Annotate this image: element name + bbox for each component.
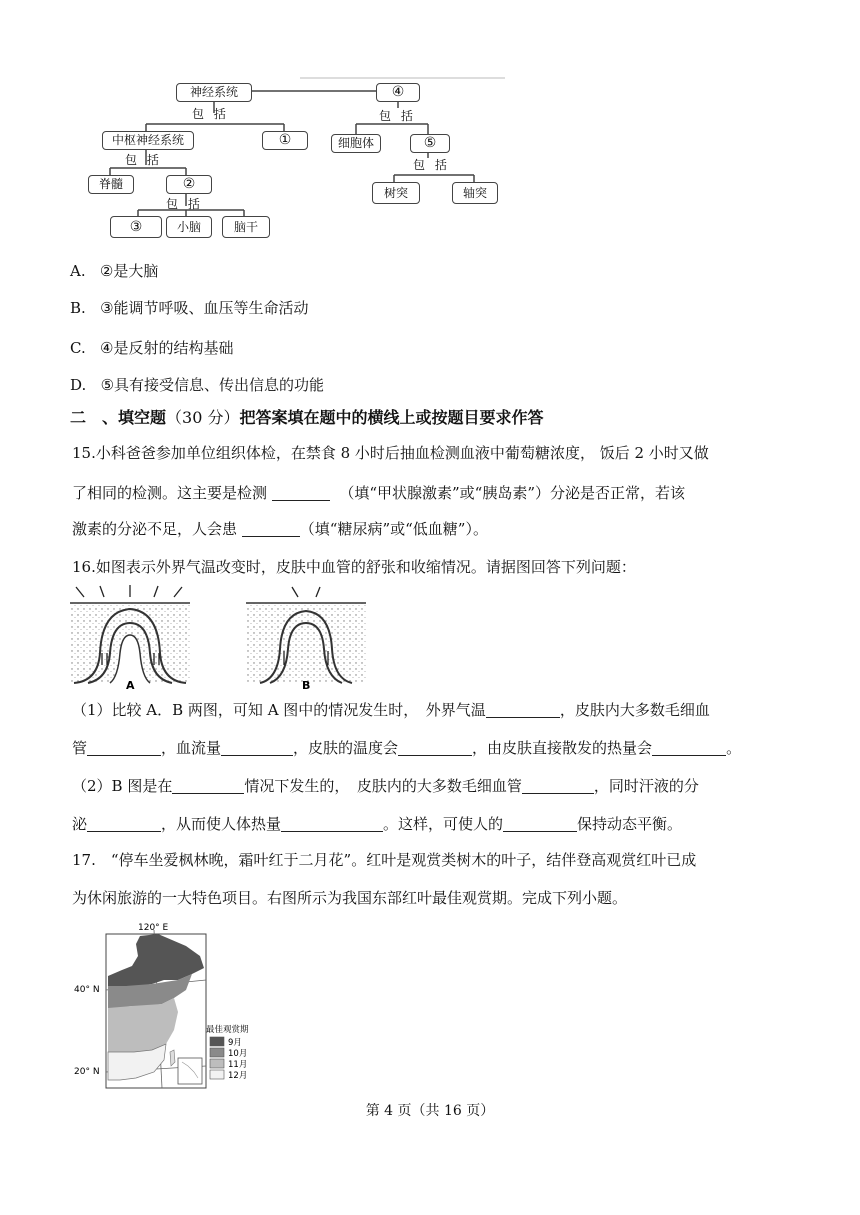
option-c	[70, 341, 233, 356]
q15-text: （填“甲状腺激素”或“胰岛素”）分泌是否正常，若该	[339, 484, 686, 502]
figure-a-label: A	[126, 679, 135, 691]
includes-label: 包 括	[413, 158, 450, 172]
q16-blank-body-heat[interactable]	[281, 816, 383, 832]
includes-label: 包 括	[192, 107, 229, 121]
circle-1-box: ①	[262, 131, 308, 150]
q16-blank-heat[interactable]	[652, 740, 726, 756]
option-letter: B.	[70, 299, 86, 317]
q16-text: ，同时汗液的分	[593, 777, 699, 795]
circle-5-box: ⑤	[410, 134, 450, 153]
figure-b-label: B	[302, 679, 311, 691]
legend-dec: 12月	[228, 1071, 248, 1081]
nervous-system-box: 神经系统	[176, 83, 252, 102]
option-text: ④是反射的结构基础	[100, 339, 234, 357]
q16-text: ，皮肤的温度会	[293, 739, 399, 757]
q15-blank-2[interactable]	[242, 521, 300, 537]
q16-text: ，从而使人体热量	[161, 815, 282, 833]
q16-part1-line1	[72, 702, 710, 718]
q16-text: 。这样，可使人的	[383, 815, 504, 833]
section-instruction: 把答案填在题中的横线上或按题目要求作答	[239, 408, 544, 427]
circle-4-box: ④	[376, 83, 420, 102]
option-text: ③能调节呼吸、血压等生命活动	[100, 299, 309, 317]
latitude-40-label: 40° N	[74, 985, 100, 995]
red-leaf-map	[74, 920, 274, 1096]
option-a	[70, 264, 158, 279]
option-b	[70, 301, 309, 316]
latitude-20-label: 20° N	[74, 1067, 100, 1077]
includes-label: 包 括	[166, 197, 203, 211]
q16-blank-skin-temp[interactable]	[398, 740, 472, 756]
q16-text: ，由皮肤直接散发的热量会	[472, 739, 653, 757]
includes-label: 包 括	[379, 109, 416, 123]
q16-blank-balance[interactable]	[503, 816, 577, 832]
section-heading	[70, 410, 543, 426]
q16-text: 保持动态平衡。	[577, 815, 683, 833]
q16-blank-vessels-b[interactable]	[522, 778, 594, 794]
brainstem-box: 脑干	[222, 216, 270, 238]
page-footer: 第 4 页（共 16 页）	[365, 1103, 495, 1119]
q16-blank-vessels[interactable]	[87, 740, 161, 756]
q15-text: （填“糖尿病”或“低血糖”）。	[299, 520, 488, 538]
q17-line-2: 为休闲旅游的一大特色项目。右图所示为我国东部红叶最佳观赏期。完成下列小题。	[72, 889, 628, 907]
q16-blank-sweat[interactable]	[87, 816, 161, 832]
legend-sep: 9月	[228, 1038, 242, 1048]
legend-nov: 11月	[228, 1060, 248, 1070]
spinal-cord-box: 脊髓	[88, 175, 134, 194]
legend-title: 最佳观赏期	[206, 1025, 249, 1035]
q16-text: （2）B 图是在	[72, 777, 173, 795]
option-letter: D.	[70, 376, 87, 394]
q16-text: （1）比较 A．B 两图，可知 A 图中的情况发生时， 外界气温	[72, 701, 486, 719]
longitude-label: 120° E	[138, 923, 169, 933]
q15-text: 激素的分泌不足，人会患	[72, 520, 242, 538]
q16-blank-flow[interactable]	[221, 740, 293, 756]
q16-blank-condition[interactable]	[172, 778, 244, 794]
option-d	[70, 378, 324, 393]
q16-part1-line2	[72, 740, 741, 756]
q16-text: 管	[72, 739, 88, 757]
section-score: （30 分）	[166, 408, 240, 427]
skin-vessel-figures	[70, 583, 370, 691]
q15-line-1: 15.小科爸爸参加单位组织体检，在禁食 8 小时后抽血检测血液中葡萄糖浓度， 饭后 2 小时又做	[72, 444, 709, 462]
includes-label: 包 括	[125, 153, 162, 167]
q15-line-3	[72, 521, 488, 537]
option-letter: A.	[70, 262, 86, 280]
dendrite-box: 树突	[372, 182, 420, 204]
option-letter: C.	[70, 339, 86, 357]
map-legend	[206, 1024, 249, 1081]
q16-text: 泌	[72, 815, 88, 833]
q16-text: ，血流量	[161, 739, 222, 757]
q15-line-2	[72, 485, 685, 501]
q15-blank-1[interactable]	[272, 485, 330, 501]
legend-oct: 10月	[228, 1049, 248, 1059]
circle-2-box: ②	[166, 175, 212, 194]
q15-text: 了相同的检测。这主要是检测	[72, 484, 272, 502]
cns-box: 中枢神经系统	[102, 131, 194, 150]
diagram-connectors	[0, 0, 860, 250]
circle-3-box: ③	[110, 216, 162, 238]
q16-part2-line1	[72, 778, 699, 794]
q16-text: 。	[726, 739, 742, 757]
figure-b-icon	[246, 587, 366, 683]
section-title: 二 、填空题	[70, 408, 167, 427]
q17-line-1: 17. “停车坐爱枫林晚，霜叶红于二月花”。红叶是观赏类树木的叶子，结伴登高观赏红叶已成	[72, 851, 697, 869]
axon-box: 轴突	[452, 182, 498, 204]
figure-a-icon	[70, 585, 190, 683]
q16-text: ，皮肤内大多数毛细血	[559, 701, 710, 719]
q16-blank-temp[interactable]	[486, 702, 560, 718]
cell-body-box: 细胞体	[331, 134, 381, 153]
cerebellum-box: 小脑	[166, 216, 212, 238]
q16-stem: 16.如图表示外界气温改变时，皮肤中血管的舒张和收缩情况。请据图回答下列问题：	[72, 558, 636, 576]
q16-part2-line2	[72, 816, 682, 832]
option-text: ⑤具有接受信息、传出信息的功能	[100, 376, 325, 394]
option-text: ②是大脑	[99, 262, 159, 280]
q16-text: 情况下发生的， 皮肤内的大多数毛细血管	[244, 777, 522, 795]
